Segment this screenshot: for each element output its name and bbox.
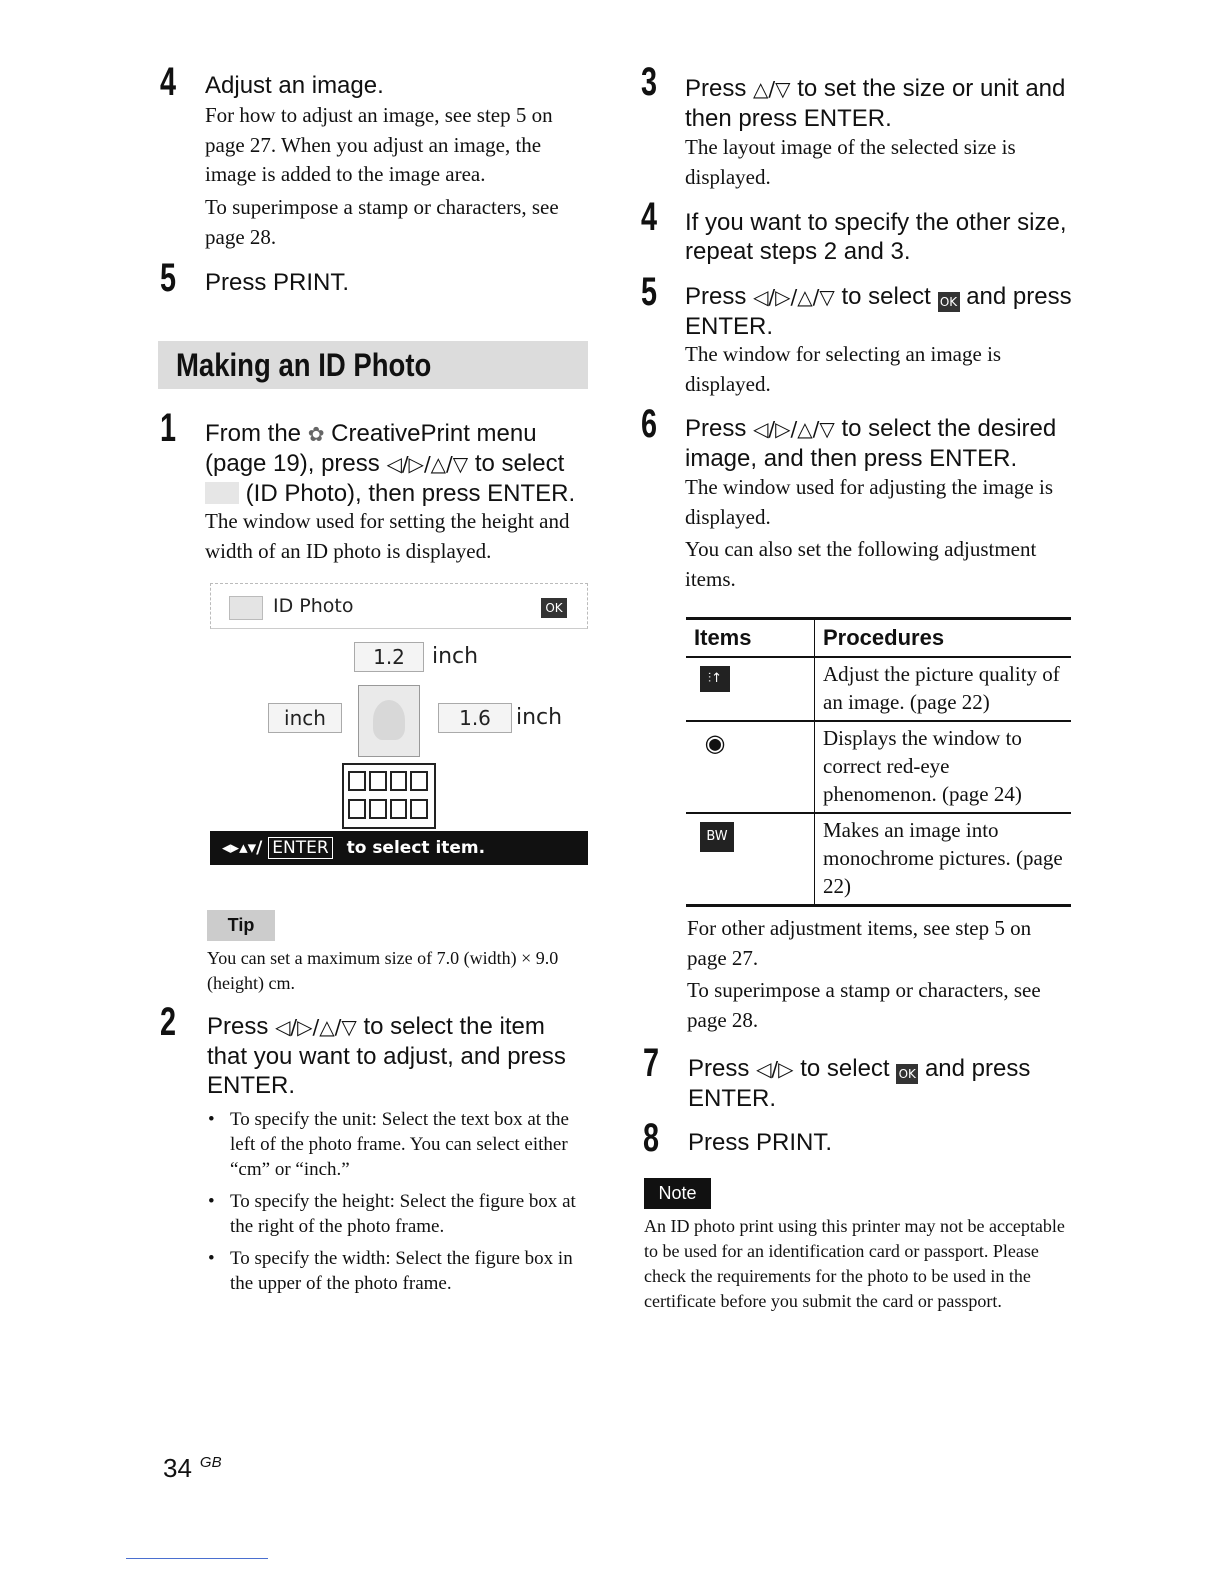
nav-keys-icon: ◂▸▴▾/ [222,838,263,858]
step-body: For how to adjust an image, see step 5 on page 27. When you adjust an image, the image is added to the image area. [205,103,553,186]
step-number: 4 [160,60,177,104]
layout-row [348,799,428,819]
tip-text: You can set a maximum size of 7.0 (width) × 9.0 (height) cm. [207,948,559,993]
list-item: • To specify the width: Select the figure box in the upper of the photo frame. [208,1246,578,1296]
tip-label: Tip [207,910,275,941]
column-header: Procedures [815,619,1072,658]
list-item: • To specify the height: Select the figure box at the right of the photo frame. [208,1189,578,1239]
ok-icon: OK [938,292,960,312]
step-heading: Press ◁/▷ to select OK and press ENTER. [688,1055,1031,1112]
step-number: 1 [160,406,177,450]
page-footer [163,1453,222,1484]
table-header [686,619,1071,658]
page-number: 34 [163,1453,192,1483]
step-heading: Press ◁/▷/△/▽ to select the desired image, and then press ENTER. [685,415,1057,472]
id-photo-icon [205,482,239,504]
table-row [686,813,1071,906]
arrow-keys-icon: △/▽ [753,77,791,101]
arrow-keys-icon: ◁/▷ [756,1057,794,1081]
portrait-placeholder [373,700,405,740]
table-cell: Makes an image into monochrome pictures. (page 22) [815,813,1072,906]
adjustment-table [686,617,1071,907]
arrow-keys-icon: ◁/▷/△/▽ [386,452,469,476]
step-body: The window used for adjusting the image is displayed. [685,475,1054,529]
section-title: Making an ID Photo [176,347,432,383]
bullet-list [208,1107,578,1303]
help-text: to select item. [346,838,486,858]
step-number: 6 [641,402,658,446]
step-heading: Press ◁/▷/△/▽ to select OK and press ENTER. [685,283,1072,340]
table-row [686,657,1071,721]
step-heading: Press ◁/▷/△/▽ to select the item that you want to adjust, and press ENTER. [207,1013,566,1099]
quality-icon: ⫶↑ [700,666,730,692]
screen-title-bar [210,583,588,629]
screen-help-bar [210,831,588,865]
unit-select[interactable]: inch [268,703,342,733]
step-heading: Press PRINT. [688,1129,833,1156]
paragraph: For other adjustment items, see step 5 on page 27. [687,916,1032,970]
note-text: An ID photo print using this printer may not be acceptable to be used for an identification card or passport. Please check the requirements for the photo to be used in the certificate before you submit the card or passport. [644,1216,1065,1311]
step-body: To superimpose a stamp or characters, see page 28. [205,195,559,249]
height-unit: inch [516,705,563,730]
table-row [686,721,1071,813]
step-heading: Press PRINT. [205,269,350,296]
step-heading: From the ✿ CreativePrint menu (page 19), press ◁/▷/△/▽ to select (ID Photo), then press ENTER. [205,420,576,507]
footer-rule [126,1558,268,1559]
step-number: 7 [643,1041,660,1085]
step-number: 2 [160,1000,177,1044]
step-heading: Press △/▽ to set the size or unit and then press ENTER. [685,75,1066,132]
language-code: GB [199,1454,222,1472]
table-cell: Displays the window to correct red-eye phenomenon. (page 24) [815,721,1072,813]
screen-title: ID Photo [273,595,354,617]
layout-preview [342,763,436,829]
step-number: 4 [641,195,658,239]
height-input[interactable]: 1.6 [438,703,512,733]
step-number: 5 [160,256,177,300]
step-body: The window used for setting the height and width of an ID photo is displayed. [205,509,570,563]
bw-icon: BW [700,822,734,852]
red-eye-icon: ◉ [700,730,730,756]
layout-row [348,771,428,791]
column-header: Items [686,619,815,658]
step-body: The layout image of the selected size is displayed. [685,135,1016,189]
width-input[interactable]: 1.2 [354,642,424,672]
step-number: 3 [641,60,658,104]
arrow-keys-icon: ◁/▷/△/▽ [753,417,835,441]
step-number: 5 [641,270,658,314]
step-body: The window for selecting an image is displayed. [685,342,1002,396]
ok-icon: OK [896,1064,918,1084]
enter-key-icon: ENTER [268,837,332,859]
ok-icon[interactable]: OK [541,598,567,618]
note-label: Note [644,1178,711,1209]
step-body: You can also set the following adjustment items. [685,537,1037,591]
creativeprint-icon: ✿ [307,422,325,446]
photo-frame [358,685,420,757]
step-heading: Adjust an image. [205,72,384,99]
list-item: • To specify the unit: Select the text box at the left of the photo frame. You can select either “cm” or “inch.” [208,1107,578,1182]
id-photo-icon [229,596,263,620]
step-number: 8 [643,1116,660,1160]
table-cell: Adjust the picture quality of an image. (page 22) [815,657,1072,721]
paragraph: To superimpose a stamp or characters, see page 28. [687,978,1041,1032]
section-banner [158,341,588,389]
width-unit: inch [432,644,479,669]
arrow-keys-icon: ◁/▷/△/▽ [275,1015,357,1039]
id-photo-screen [210,583,588,865]
arrow-keys-icon: ◁/▷/△/▽ [753,285,835,309]
step-heading: If you want to specify the other size, repeat steps 2 and 3. [685,209,1067,265]
